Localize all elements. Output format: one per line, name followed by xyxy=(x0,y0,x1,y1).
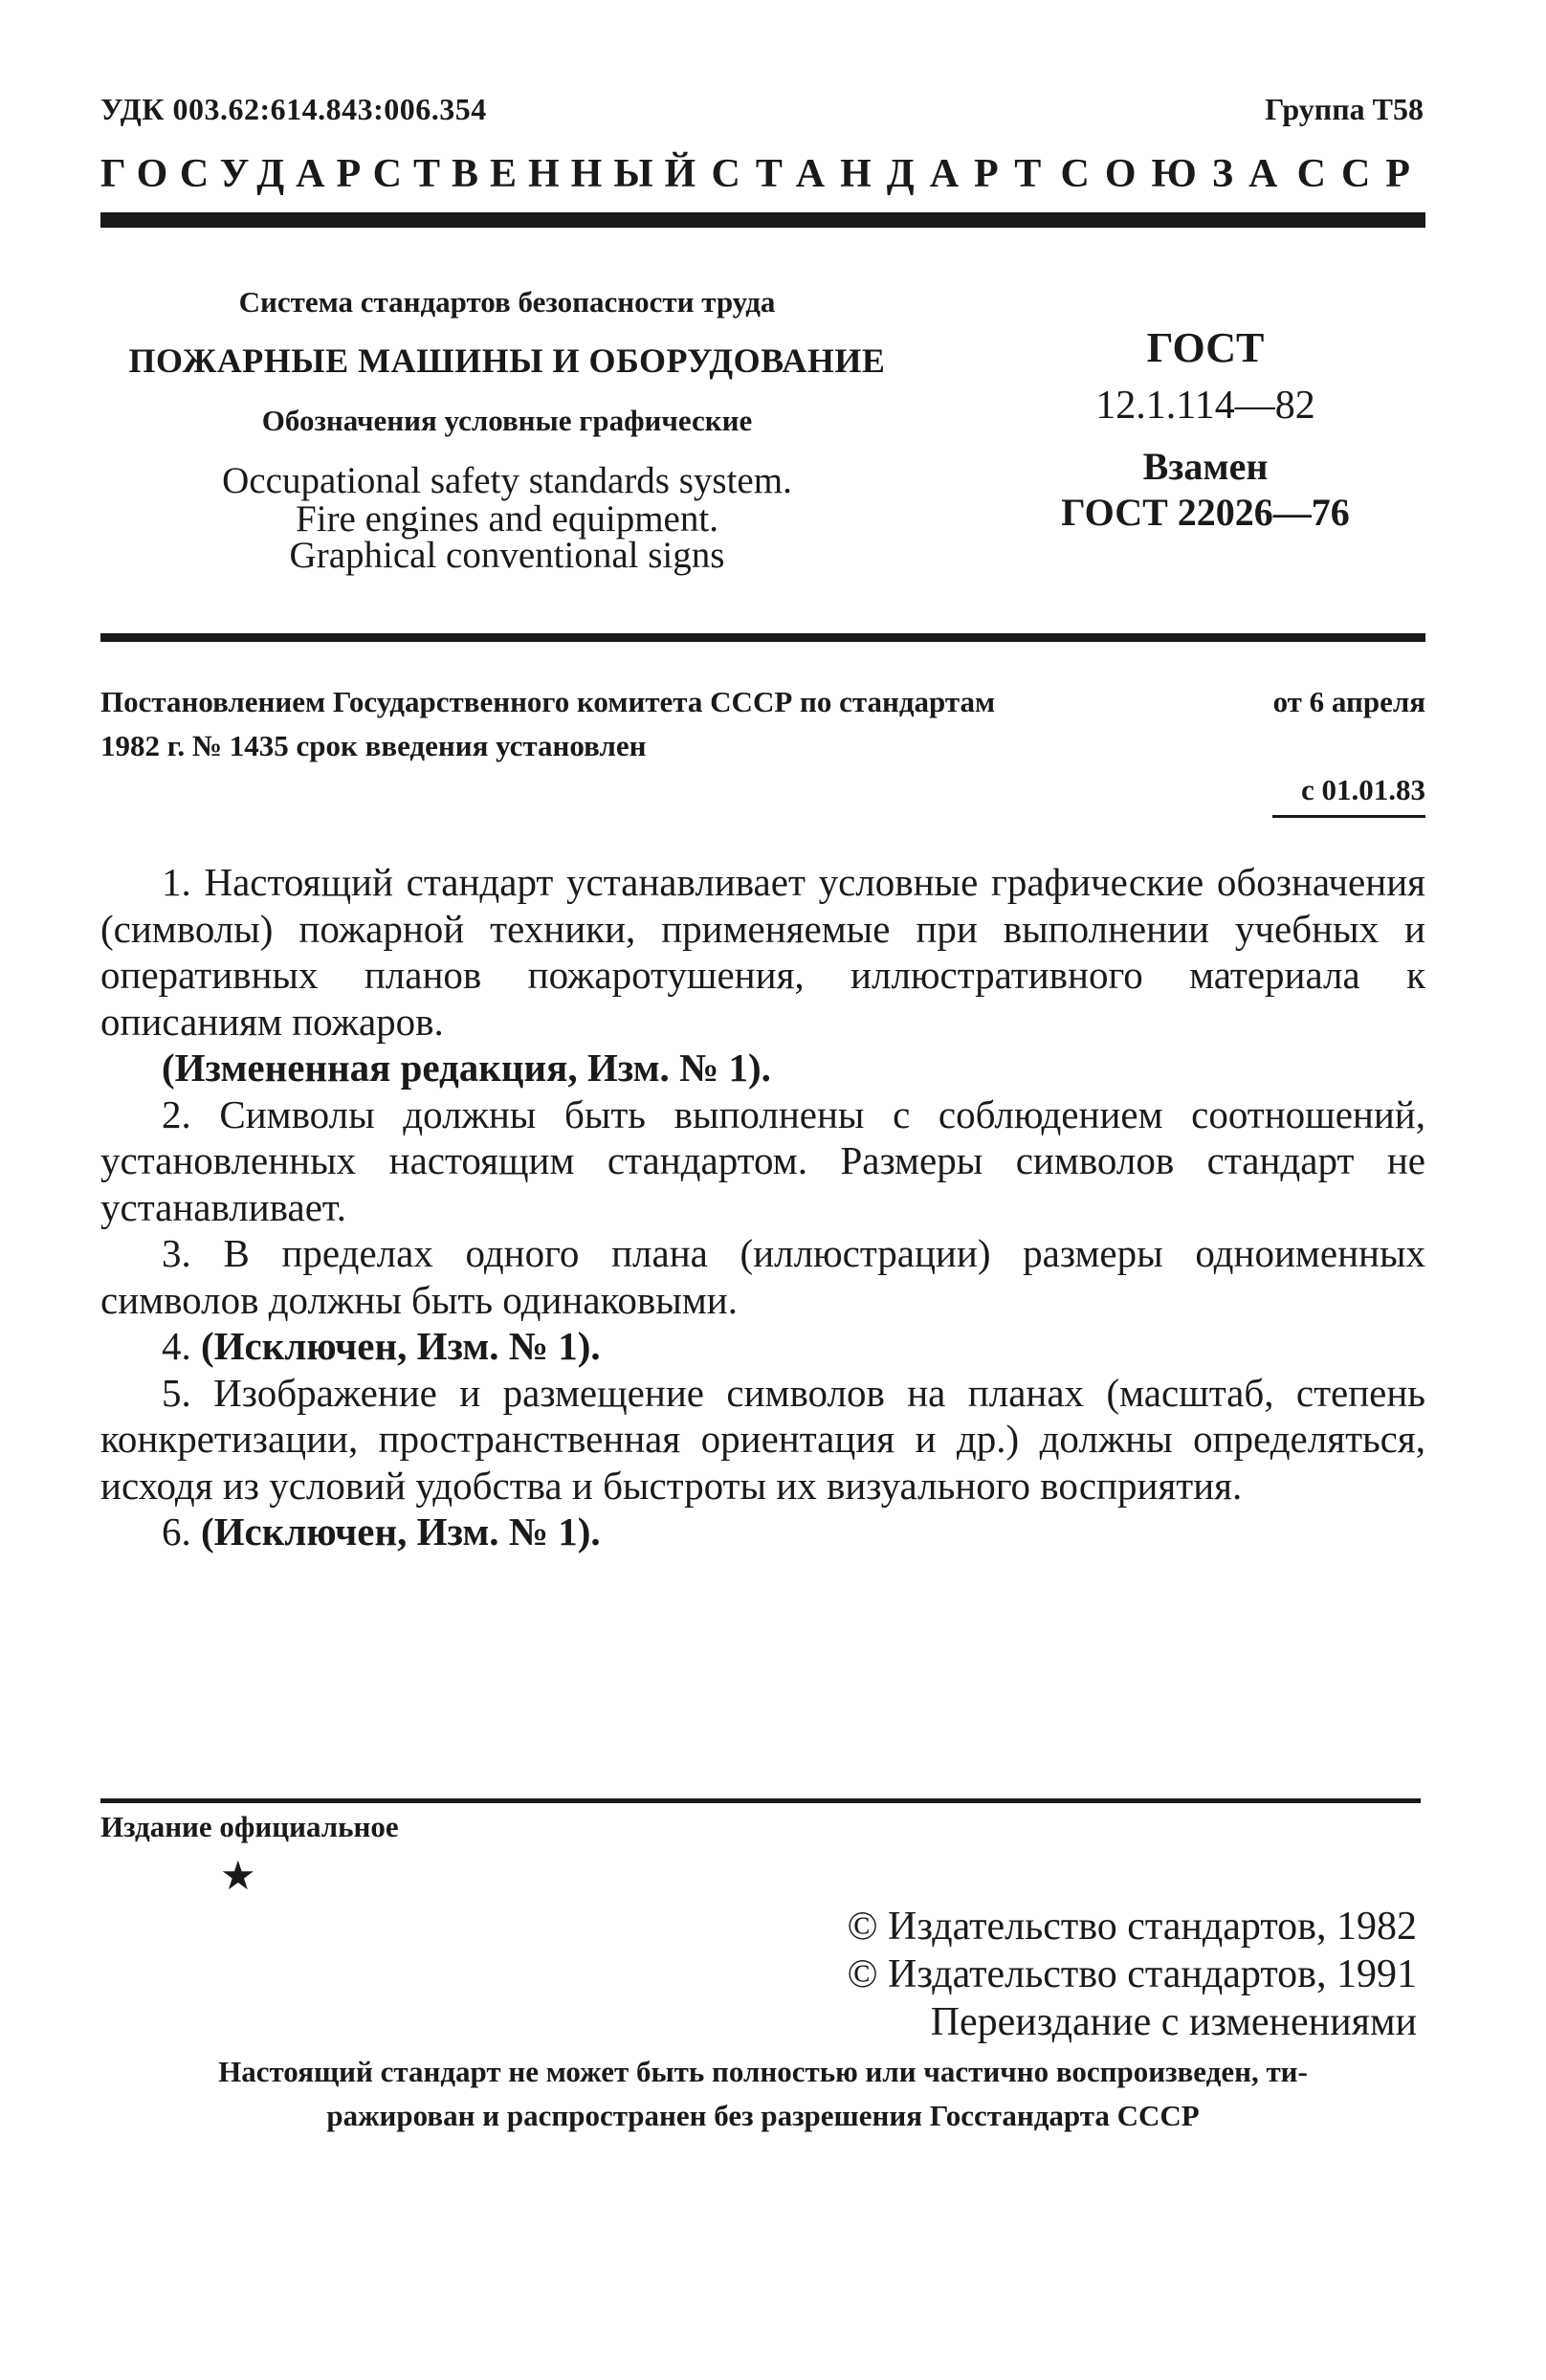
english-title-line: Occupational safety standards system. xyxy=(222,460,792,501)
paragraph: 3. В пределах одного плана (иллюстрации) размеры одноименных символов должны быть одинаковыми. xyxy=(100,1231,1425,1322)
amendment-note xyxy=(100,1045,1425,1091)
state-title-word: СТАНДАРТ xyxy=(711,152,1057,196)
paragraph: 5. Изображение и размещение символов на планах (масштаб, степень конкретизации, пространственная ориентация и др.) должны определяться, исходя из условий удобства и быстроты их визуального восприятия. xyxy=(100,1370,1425,1508)
footer-rule xyxy=(100,1798,1421,1803)
english-title-line: Graphical conventional signs xyxy=(289,535,725,576)
paragraph xyxy=(100,1323,1425,1370)
state-title-word: ССР xyxy=(1296,152,1425,196)
excluded-note: (Исключен, Изм. № 1). xyxy=(201,1324,601,1368)
paragraph xyxy=(100,1509,1425,1555)
effective-date-rule xyxy=(1272,815,1425,818)
paragraph-number: 4. xyxy=(162,1324,191,1368)
decree-text: Постановлением Государственного комитета СССР по стандартам xyxy=(100,685,996,718)
gost-number: 12.1.114—82 xyxy=(1095,384,1315,428)
paragraph-number: 6. xyxy=(162,1510,191,1554)
copyright-line: © Издательство стандартов, 1982 xyxy=(847,1905,1417,1949)
paragraph: 1. Настоящий стандарт устанавливает условные графические обозначения (символы) пожарной техники, применяемые при выполнении учебных и оперативных планов пожаротушения, иллюстративного материала к описаниям пожаров. xyxy=(100,860,1425,1044)
system-name: Система стандартов безопасности труда xyxy=(238,285,776,319)
copyright-line: © Издательство стандартов, 1991 xyxy=(847,1952,1417,1996)
udk-code: УДК 003.62:614.843:006.354 xyxy=(100,92,487,126)
reissue-note: Переиздание с изменениями xyxy=(930,2000,1417,2044)
amendment-text: (Измененная редакция, Изм. № 1). xyxy=(162,1046,771,1090)
official-edition: Издание официальное xyxy=(100,1810,399,1843)
standard-body xyxy=(100,859,1425,1555)
star-icon: ★ xyxy=(220,1855,256,1899)
decree-date: от 6 апреля xyxy=(1272,685,1425,718)
gost-label: ГОСТ xyxy=(1146,324,1265,371)
decree-line: 1982 г. № 1435 срок введения установлен xyxy=(100,729,647,762)
header-rule xyxy=(100,212,1425,228)
effective-date: с 01.01.83 xyxy=(1300,773,1425,806)
paragraph: 2. Символы должны быть выполнены с соблюдением соотношений, установленных настоящим стандартом. Размеры символов стандарт не устанавливает. xyxy=(100,1091,1425,1229)
english-title-line: Fire engines and equipment. xyxy=(296,498,718,540)
state-standard-title xyxy=(100,151,1425,197)
standard-title: ПОЖАРНЫЕ МАШИНЫ И ОБОРУДОВАНИЕ xyxy=(128,342,886,380)
reproduction-notice: Настоящий стандарт не может быть полностью или частично воспроизведен, ти- xyxy=(218,2055,1308,2088)
reproduction-notice: ражирован и распространен без разрешения Госстандарта СССР xyxy=(326,2099,1200,2132)
title-block-rule xyxy=(100,633,1425,642)
standard-subtitle: Обозначения условные графические xyxy=(261,404,753,437)
state-title-word: СОЮЗА xyxy=(1060,152,1293,196)
state-title-word: ГОСУДАРСТВЕННЫЙ xyxy=(100,152,708,196)
replaces-number: ГОСТ 22026—76 xyxy=(1061,491,1350,534)
decree-line xyxy=(100,685,1425,719)
excluded-note: (Исключен, Изм. № 1). xyxy=(201,1510,601,1554)
replaces-label: Взамен xyxy=(1142,445,1269,488)
group-code: Группа Т58 xyxy=(1265,92,1424,126)
